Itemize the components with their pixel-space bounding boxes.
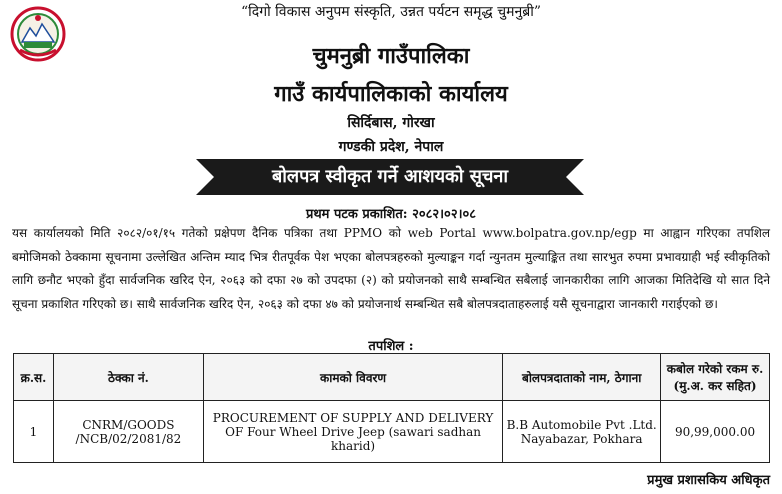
cell-bidder: B.B Automobile Pvt .Ltd. Nayabazar, Pokhara [503,401,661,463]
col-header-bidder: बोलपत्रदाताको नाम, ठेगाना [503,354,661,401]
cell-description: PROCUREMENT OF SUPPLY AND DELIVERY OF Four Wheel Drive Jeep (sawari sadhan kharid) [203,401,502,463]
address-line-2: गण्डकी प्रदेश, नेपाल [338,139,444,155]
cell-contract-no: CNRM/GOODS /NCB/02/2081/82 [53,401,203,463]
table-row [14,401,770,463]
slogan: “दिगो विकास अनुपम संस्कृति, उन्नत पर्यटन समृद्ध चुमनुब्री” [241,4,541,20]
notice-title: बोलपत्र स्वीकृत गर्ने आशयको सूचना [271,166,509,187]
office-name: गाउँ कार्यपालिकाको कार्यालय [274,81,508,107]
cell-amount: 90,99,000.00 [661,401,770,463]
details-label: तपशिल : [368,339,414,354]
table-header-row [14,354,770,401]
cell-sn: 1 [14,401,54,463]
notice-banner [196,159,584,195]
org-name: चुमनुब्री गाउँपालिका [312,43,470,69]
signatory: प्रमुख प्रशासकिय अधिकृत [647,473,770,488]
bid-table [13,353,770,463]
col-header-sn: क्र.स. [14,354,54,401]
col-header-contract-no: ठेक्का नं. [53,354,203,401]
address-line-1: सिर्दिबास, गोरखा [347,115,435,131]
col-header-amount: कबोल गरेको रकम रु. (मु.अ. कर सहित) [661,354,770,401]
col-header-description: कामको विवरण [203,354,502,401]
first-publication-date: प्रथम पटक प्रकाशित: २०८२।०२।०८ [305,207,477,222]
notice-body: यस कार्यालयको मिति २०८२/०१/१५ गतेको प्रक्षेपण दैनिक पत्रिका तथा PPMO को web Portal www.bolpatra.gov.np/egp मा आह्वान गरिएका तपशिल बमोजिमको ठेक्कामा सूचनामा उल्लेखित अन्तिम म्याद भित्र रीतपूर्वक पेश भएका बोलपत्रहरुको मुल्याङ्कन गर्दा न्युनतम मुल्याङ्कित तथा सारभुत रुपमा प्रभावग्राही भई स्वीकृतिको लागि छनौट भएको हुँदा सार्वजनिक खरिद ऐन, २०६३ को दफा २७ को उपदफा (२) को प्रयोजनको साथै सम्बन्धित सबैलाई जानकारीका लागि आजका मितिदेखि यो सात दिने सूचना प्रकाशित गरिएको छ। साथै सार्वजनिक खरिद ऐन, २०६३ को दफा ४७ को प्रयोजनार्थ सम्बन्धित सबै बोलपत्रदाताहरुलाई यसै सूचनाद्वारा जानकारी गराईएको छ। [12,226,770,311]
